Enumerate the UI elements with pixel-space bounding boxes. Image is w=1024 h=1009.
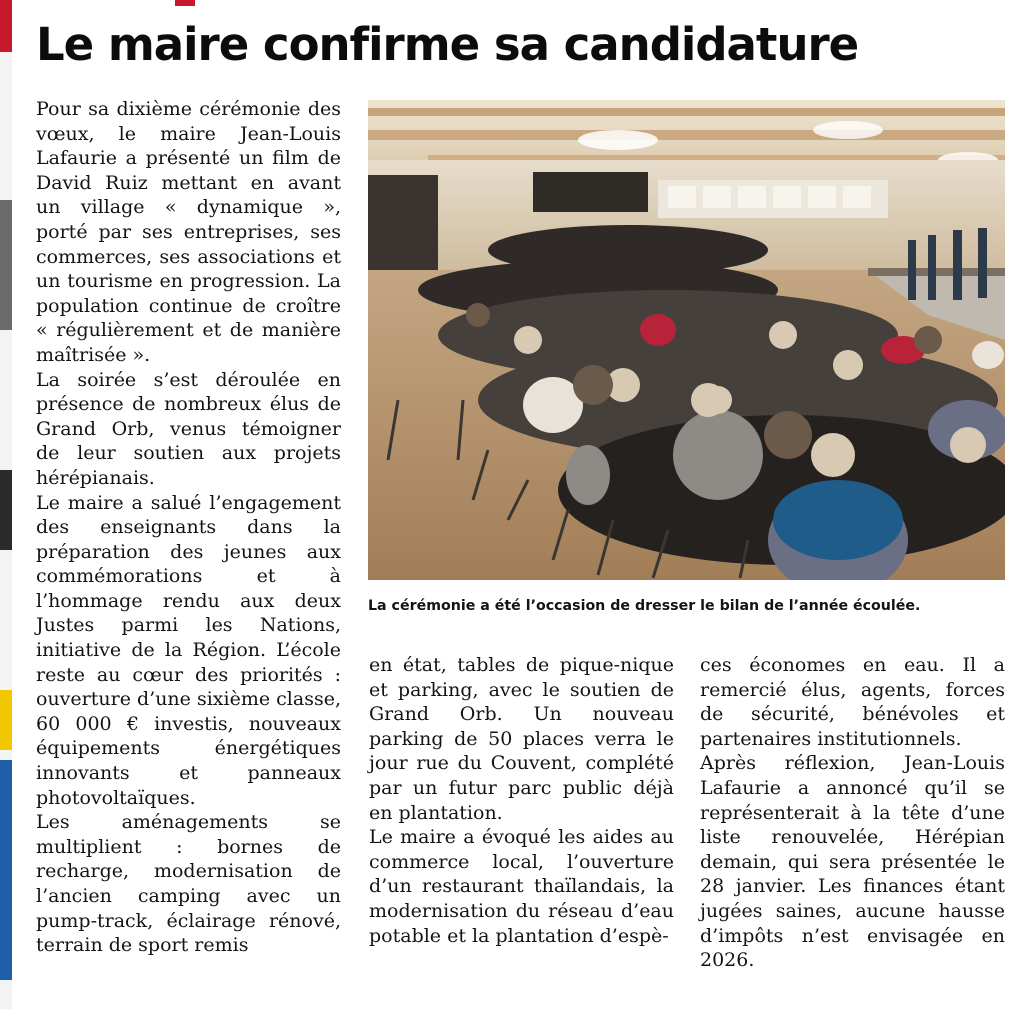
article-column-2	[369, 653, 674, 948]
paragraph: ces économes en eau. Il a remercié élus, agents, forces de sécurité, bénévoles et partenaires institutionnels.	[700, 654, 1005, 750]
paragraph: Après réflexion, Jean-Louis Lafaurie a annoncé qu’il se représenterait à la tête d’une liste renouvelée, Hérépian demain, qui sera présentée le 28 janvier. Les finances étant jugées saines, aucune hausse d’impôts n’est envisagée en 2026.	[700, 752, 1005, 972]
paragraph: Pour sa dixième cérémonie des vœux, le maire Jean-Louis Lafaurie a présenté un film de David Ruiz mettant en avant un village « dynamique », porté par ses entreprises, ses commerces, ses associations et un tourisme en progression. La population continue de croître « régulièrement et de manière maîtrisée ».	[36, 98, 341, 366]
ceremony-photo	[368, 100, 1005, 580]
page-edge-bar	[0, 200, 12, 330]
paragraph: La soirée s’est déroulée en présence de nombreux élus de Grand Orb, venus témoigner de leur soutien aux projets hérépianais.	[36, 368, 341, 489]
page-edge-bar	[0, 690, 12, 750]
article-column-3	[700, 653, 1005, 973]
article-headline: Le maire confirme sa candidature	[36, 18, 859, 71]
page-edge-bar	[0, 760, 12, 980]
photo-caption: La cérémonie a été l’occasion de dresser le bilan de l’année écoulée.	[368, 598, 921, 614]
page-edge-red-block	[0, 0, 12, 52]
section-kicker-mark	[175, 0, 195, 6]
paragraph: en état, tables de pique-nique et parking, avec le soutien de Grand Orb. Un nouveau parking de 50 places verra le jour rue du Couvent, complété par un futur parc public déjà en plantation.	[369, 654, 674, 824]
paragraph: Les aménagements se multiplient : bornes de recharge, modernisation de l’ancien camping avec un pump-track, éclairage rénové, terrain de sport remis	[36, 811, 341, 957]
paragraph: Le maire a évoqué les aides au commerce local, l’ouverture d’un restaurant thaïlandais, la modernisation du réseau d’eau potable et la plantation d’espè-	[369, 826, 674, 947]
page-edge-bar	[0, 470, 12, 550]
paragraph: Le maire a salué l’engagement des enseignants dans la préparation des jeunes aux commémorations et à l’hommage rendu aux deux Justes parmi les Nations, initiative de la Région. L’école reste au cœur des priorités : ouverture d’une sixième classe, 60 000 € investis, nouveaux équipements énergétiques innovants et panneaux photovoltaïques.	[36, 491, 341, 809]
article-column-1	[36, 97, 341, 958]
